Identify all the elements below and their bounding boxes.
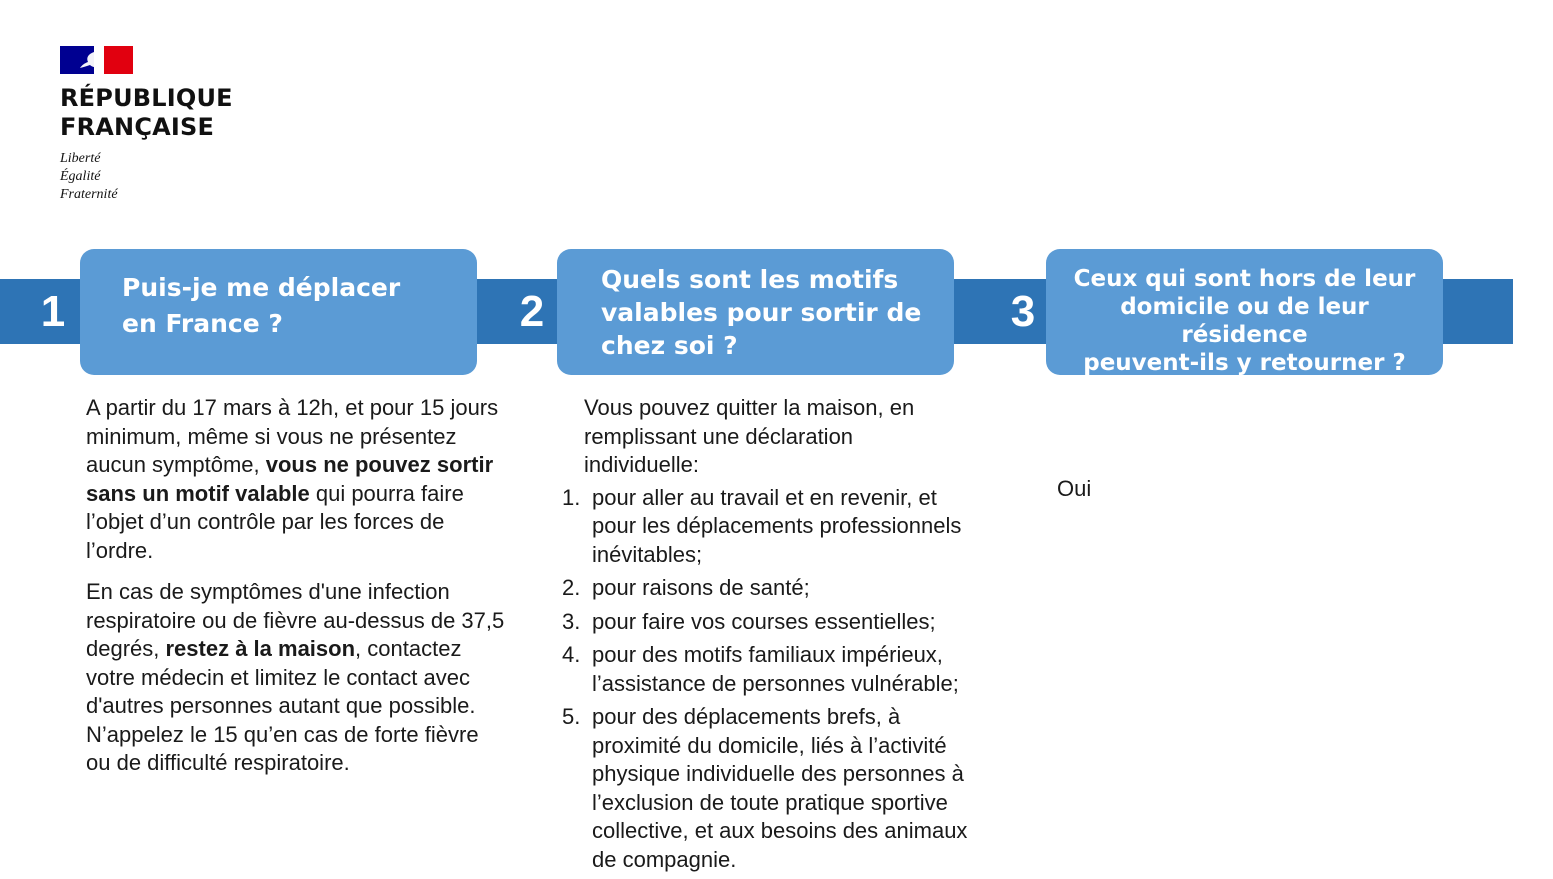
section-1-title: Puis-je me déplacer en France ? — [122, 273, 401, 338]
list-item: 1. pour aller au travail et en revenir, et pour les déplacements professionnels inévitables; — [562, 484, 962, 567]
logo-title: RÉPUBLIQUE FRANÇAISE — [60, 84, 233, 141]
section-number-2: 2 — [519, 287, 545, 336]
section-1-paragraph-2: En cas de symptômes d'une infection respiratoire ou de fièvre au-dessus de 37,5 degrés, restez à la maison, contactez votre médecin et limitez le contact avec d'autres personnes autant que possible. N’appelez le 15 qu’en cas de forte fièvre ou de difficulté respiratoire. — [86, 579, 505, 775]
republique-francaise-logo — [60, 46, 260, 204]
motifs-list — [562, 484, 972, 875]
section-2-body — [562, 394, 972, 879]
marianne-flag-icon — [60, 46, 133, 74]
section-2-intro: Vous pouvez quitter la maison, en remplissant une déclaration individuelle: — [584, 395, 915, 477]
logo-motto: Liberté Égalité Fraternité — [60, 151, 118, 202]
list-item: 3. pour faire vos courses essentielles; — [562, 608, 936, 634]
section-1-paragraph-1: A partir du 17 mars à 12h, et pour 15 jours minimum, même si vous ne présentez aucun symptôme, vous ne pouvez sortir sans un motif valable qui pourra faire l’objet d’un contrôle par les forces de l’ordre. — [86, 395, 499, 563]
section-number-1: 1 — [40, 287, 66, 336]
list-item: 5. pour des déplacements brefs, à proximité du domicile, liés à l’activité physique individuelle des personnes à l’exclusion de toute pratique sportive collective, et aux besoins des animaux de compagnie. — [562, 704, 968, 872]
section-2-title: Quels sont les motifs valables pour sortir de chez soi ? — [601, 265, 922, 360]
section-2-card — [557, 249, 954, 375]
section-1-body — [86, 394, 506, 778]
section-3-card — [1046, 249, 1443, 375]
section-1-card — [80, 249, 477, 375]
section-3-answer: Oui — [1057, 476, 1092, 501]
list-item: 2. pour raisons de santé; — [562, 575, 810, 600]
list-item: 4. pour des motifs familiaux impérieux, l’assistance de personnes vulnérable; — [562, 642, 959, 696]
section-number-3: 3 — [1010, 287, 1036, 336]
section-3-title: Ceux qui sont hors de leur domicile ou de leur résidence peuvent-ils y retourner ? — [1073, 266, 1416, 376]
section-3-body — [1057, 475, 1257, 504]
